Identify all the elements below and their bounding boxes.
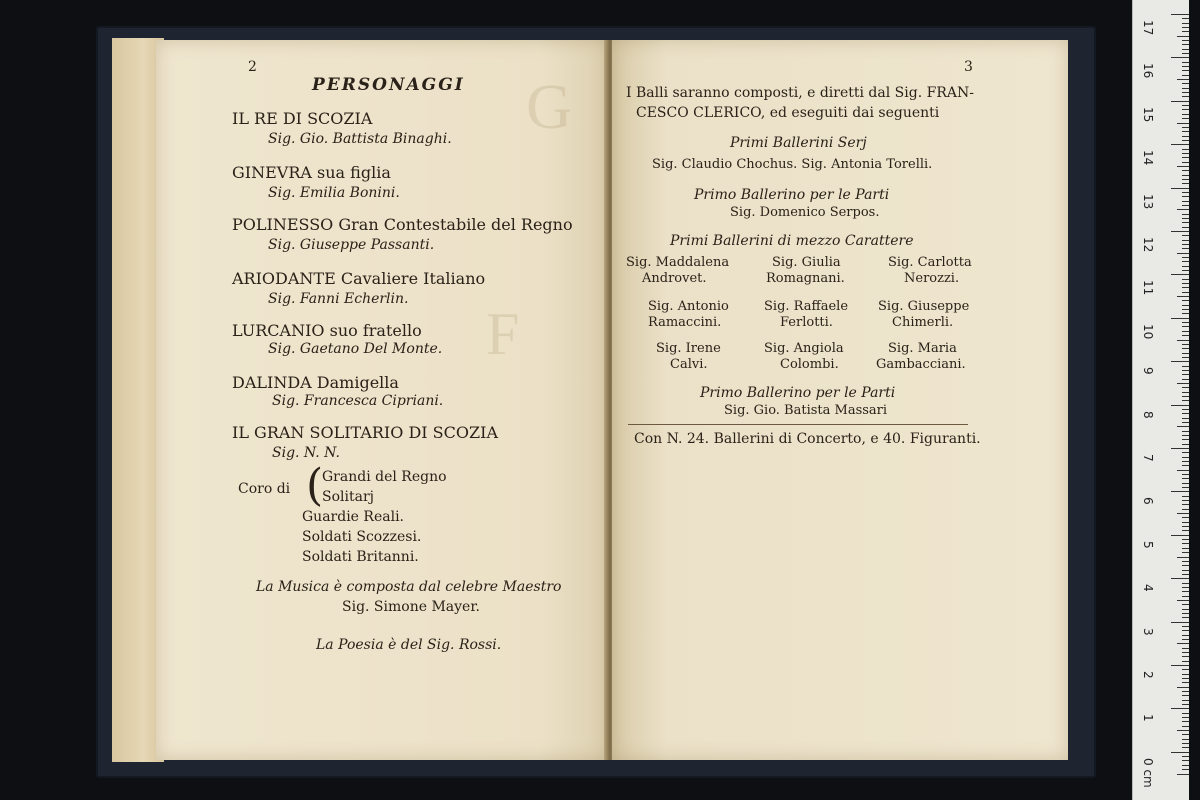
- ruler-tick: [1182, 509, 1189, 510]
- ruler-tick: [1182, 747, 1189, 748]
- ruler-tick: [1177, 296, 1189, 297]
- ruler-tick: [1182, 530, 1189, 531]
- singer-name: Sig. Giuseppe Passanti.: [268, 237, 435, 253]
- ruler-tick: [1182, 235, 1189, 236]
- ruler-tick: [1177, 123, 1189, 124]
- ruler-tick: [1182, 23, 1189, 24]
- ruler-tick: [1182, 522, 1189, 523]
- ruler-tick: [1182, 344, 1189, 345]
- ruler-tick: [1182, 526, 1189, 527]
- page-heading: PERSONAGGI: [312, 75, 465, 95]
- ruler-tick: [1177, 209, 1189, 210]
- ruler-tick: [1182, 287, 1189, 288]
- ruler-tick: [1182, 739, 1189, 740]
- ruler-tick: [1182, 561, 1189, 562]
- ruler-tick: [1177, 600, 1189, 601]
- ruler-tick: [1177, 340, 1189, 341]
- right-page: [612, 40, 1068, 760]
- dancer-last: Androvet.: [642, 271, 707, 286]
- dancer-last: Nerozzi.: [904, 271, 960, 286]
- ruler-tick: [1182, 326, 1189, 327]
- ruler-tick: [1182, 348, 1189, 349]
- ruler-tick: [1182, 691, 1189, 692]
- ruler-tick: [1182, 175, 1189, 176]
- ruler-tick: [1182, 769, 1189, 770]
- dancer-first: Sig. Maddalena: [626, 255, 730, 270]
- ballet-intro: I Balli saranno composti, e diretti dal Sig. FRAN-: [626, 85, 974, 101]
- ruler-tick: [1182, 400, 1189, 401]
- ruler-tick: [1182, 721, 1189, 722]
- singer-name: Sig. N. N.: [272, 445, 340, 461]
- dancer-last: Colombi.: [780, 357, 839, 372]
- ruler-tick: [1182, 717, 1189, 718]
- dancer-first: Sig. Irene: [656, 341, 721, 356]
- ruler-tick: [1171, 405, 1189, 406]
- ruler-tick: [1182, 170, 1189, 171]
- dancer-first: Sig. Maria: [888, 341, 957, 356]
- ruler-tick: [1182, 27, 1189, 28]
- bleed-through: G: [526, 71, 573, 142]
- ruler-tick: [1177, 79, 1189, 80]
- ruler-tick: [1182, 756, 1189, 757]
- ruler-tick: [1182, 604, 1189, 605]
- ruler-number: 3: [1141, 627, 1155, 636]
- ruler-number: 14: [1141, 150, 1155, 166]
- ruler-tick: [1182, 244, 1189, 245]
- ruler-tick: [1182, 248, 1189, 249]
- ruler-tick: [1177, 774, 1189, 775]
- ruler-tick: [1171, 448, 1189, 449]
- ruler-tick: [1182, 539, 1189, 540]
- ruler-tick: [1182, 83, 1189, 84]
- ruler-tick: [1182, 652, 1189, 653]
- ruler-tick: [1182, 283, 1189, 284]
- ensemble-note: Con N. 24. Ballerini di Concerto, e 40. Figuranti.: [634, 431, 981, 447]
- brace: (: [306, 460, 324, 511]
- ruler-tick: [1171, 57, 1189, 58]
- ruler-tick: [1182, 409, 1189, 410]
- ruler-tick: [1182, 431, 1189, 432]
- ruler-tick: [1182, 574, 1189, 575]
- ruler-tick: [1182, 49, 1189, 50]
- ruler-tick: [1171, 361, 1189, 362]
- dancer-first: Sig. Raffaele: [764, 299, 849, 314]
- ruler-tick: [1177, 730, 1189, 731]
- ruler-tick: [1171, 14, 1189, 15]
- ruler-tick: [1182, 62, 1189, 63]
- ruler-tick: [1182, 300, 1189, 301]
- ruler-tick: [1182, 609, 1189, 610]
- ruler-tick: [1182, 452, 1189, 453]
- dancer-first: Sig. Giuseppe: [878, 299, 970, 314]
- coro-item: Solitarj: [322, 489, 374, 505]
- coro-label: Coro di: [238, 481, 291, 497]
- section-title: Primi Ballerini di mezzo Carattere: [670, 233, 914, 249]
- ruler-tick: [1177, 557, 1189, 558]
- ruler-tick: [1177, 643, 1189, 644]
- dancer-last: Romagnani.: [766, 271, 845, 286]
- bleed-through: [652, 460, 992, 479]
- ruler-tick: [1182, 444, 1189, 445]
- divider: [628, 424, 968, 425]
- ruler-number: 10: [1141, 323, 1155, 340]
- singer-name: Sig. Fanni Echerlin.: [268, 291, 409, 307]
- ruler-tick: [1182, 487, 1189, 488]
- dancer-names: Sig. Claudio Chochus. Sig. Antonia Torelli.: [652, 157, 933, 172]
- ruler-tick: [1182, 713, 1189, 714]
- ruler-tick: [1177, 383, 1189, 384]
- ruler-tick: [1171, 274, 1189, 275]
- ruler-tick: [1171, 535, 1189, 536]
- ruler-number: 0 cm: [1141, 757, 1155, 788]
- ruler-tick: [1171, 101, 1189, 102]
- ruler-tick: [1182, 305, 1189, 306]
- ruler-tick: [1182, 374, 1189, 375]
- ruler-tick: [1177, 687, 1189, 688]
- ruler-number: 13: [1141, 193, 1155, 209]
- ruler-tick: [1182, 353, 1189, 354]
- ruler-tick: [1182, 196, 1189, 197]
- dancer-names: Sig. Domenico Serpos.: [730, 205, 880, 220]
- role-name: GINEVRA sua figlia: [232, 163, 391, 182]
- ruler-tick: [1177, 513, 1189, 514]
- ruler-tick: [1182, 591, 1189, 592]
- ruler-tick: [1182, 583, 1189, 584]
- composer-name: Sig. Simone Mayer.: [342, 599, 480, 615]
- ruler-tick: [1182, 309, 1189, 310]
- ruler-tick: [1182, 162, 1189, 163]
- role-name: IL RE DI SCOZIA: [232, 109, 373, 128]
- ruler-tick: [1182, 626, 1189, 627]
- ruler-tick: [1182, 418, 1189, 419]
- extra-item: Soldati Britanni.: [302, 549, 419, 565]
- ruler-tick: [1182, 517, 1189, 518]
- ruler-tick: [1182, 630, 1189, 631]
- ruler-tick: [1182, 496, 1189, 497]
- ruler-tick: [1182, 179, 1189, 180]
- ruler-number: 4: [1141, 584, 1155, 592]
- ruler-tick: [1182, 136, 1189, 137]
- ruler-tick: [1182, 669, 1189, 670]
- ruler-tick: [1182, 266, 1189, 267]
- dancer-last: Ferlotti.: [780, 315, 833, 330]
- ruler-tick: [1182, 279, 1189, 280]
- singer-name: Sig. Gaetano Del Monte.: [268, 341, 443, 357]
- ruler-tick: [1182, 639, 1189, 640]
- ruler-tick: [1182, 131, 1189, 132]
- role-name: DALINDA Damigella: [232, 373, 399, 392]
- ruler-tick: [1182, 396, 1189, 397]
- ruler-tick: [1182, 682, 1189, 683]
- bleed-through: F: [486, 301, 520, 367]
- ruler-tick: [1177, 470, 1189, 471]
- ruler-tick: [1182, 201, 1189, 202]
- ruler-tick: [1182, 674, 1189, 675]
- ruler-number: 6: [1141, 497, 1155, 506]
- ruler-tick: [1182, 205, 1189, 206]
- ruler-tick: [1182, 648, 1189, 649]
- dancer-first: Sig. Antonio: [648, 299, 729, 314]
- ruler-tick: [1182, 192, 1189, 193]
- singer-name: Sig. Gio. Battista Binaghi.: [268, 131, 452, 147]
- ruler-number: 9: [1141, 367, 1155, 375]
- ruler-tick: [1182, 370, 1189, 371]
- ruler-tick: [1182, 366, 1189, 367]
- ruler-tick: [1182, 70, 1189, 71]
- ruler-tick: [1182, 357, 1189, 358]
- ruler-tick: [1182, 379, 1189, 380]
- ruler-tick: [1182, 760, 1189, 761]
- ruler-number: 7: [1141, 454, 1155, 462]
- ruler-tick: [1182, 118, 1189, 119]
- section-title: Primi Ballerini Serj: [730, 135, 867, 151]
- ruler-tick: [1177, 253, 1189, 254]
- ruler-tick: [1171, 752, 1189, 753]
- ruler-tick: [1182, 335, 1189, 336]
- ruler-number: 16: [1141, 63, 1155, 79]
- singer-name: Sig. Francesca Cipriani.: [272, 393, 444, 409]
- ruler-tick: [1182, 435, 1189, 436]
- dancer-last: Chimerli.: [892, 315, 954, 330]
- ruler-tick: [1182, 270, 1189, 271]
- ruler-tick: [1182, 570, 1189, 571]
- ruler-tick: [1182, 240, 1189, 241]
- ruler-tick: [1182, 44, 1189, 45]
- ruler-number: 8: [1141, 410, 1155, 419]
- coro-item: Grandi del Regno: [322, 469, 447, 485]
- ruler-tick: [1182, 40, 1189, 41]
- measurement-ruler: [1132, 0, 1189, 800]
- ruler-tick: [1182, 292, 1189, 293]
- ruler-tick: [1171, 622, 1189, 623]
- extra-item: Guardie Reali.: [302, 509, 404, 525]
- ruler-tick: [1182, 661, 1189, 662]
- dancer-names: Sig. Gio. Batista Massari: [724, 403, 888, 418]
- ruler-tick: [1182, 743, 1189, 744]
- ruler-tick: [1182, 500, 1189, 501]
- ruler-tick: [1171, 578, 1189, 579]
- role-name: ARIODANTE Cavaliere Italiano: [232, 269, 486, 288]
- ruler-tick: [1182, 75, 1189, 76]
- section-title: Primo Ballerino per le Parti: [694, 187, 890, 203]
- poetry-credit: La Poesia è del Sig. Rossi.: [316, 637, 502, 653]
- ruler-tick: [1177, 166, 1189, 167]
- ruler-tick: [1182, 439, 1189, 440]
- ruler-tick: [1182, 565, 1189, 566]
- ruler-number: 2: [1141, 671, 1155, 679]
- ruler-tick: [1182, 483, 1189, 484]
- ruler-tick: [1182, 734, 1189, 735]
- left-page: [156, 40, 608, 760]
- ruler-tick: [1182, 552, 1189, 553]
- ruler-tick: [1171, 188, 1189, 189]
- ruler-tick: [1182, 587, 1189, 588]
- ruler-tick: [1182, 222, 1189, 223]
- page-number: 2: [248, 59, 257, 75]
- ruler-tick: [1182, 422, 1189, 423]
- ruler-tick: [1182, 617, 1189, 618]
- ruler-tick: [1182, 105, 1189, 106]
- dancer-last: Calvi.: [670, 357, 708, 372]
- ruler-tick: [1182, 92, 1189, 93]
- music-credit: La Musica è composta dal celebre Maestro: [256, 579, 562, 595]
- ruler-tick: [1182, 114, 1189, 115]
- ruler-tick: [1182, 596, 1189, 597]
- ruler-tick: [1182, 127, 1189, 128]
- ruler-tick: [1182, 183, 1189, 184]
- ruler-tick: [1182, 66, 1189, 67]
- ruler-tick: [1182, 613, 1189, 614]
- ruler-tick: [1182, 31, 1189, 32]
- ruler-tick: [1182, 109, 1189, 110]
- ruler-tick: [1182, 153, 1189, 154]
- ruler-tick: [1171, 665, 1189, 666]
- ruler-tick: [1182, 548, 1189, 549]
- ruler-tick: [1171, 231, 1189, 232]
- ruler-tick: [1182, 261, 1189, 262]
- ruler-tick: [1182, 461, 1189, 462]
- ruler-tick: [1171, 144, 1189, 145]
- ruler-tick: [1182, 678, 1189, 679]
- role-name: LURCANIO suo fratello: [232, 321, 422, 340]
- ruler-tick: [1182, 313, 1189, 314]
- ruler-tick: [1182, 474, 1189, 475]
- extra-item: Soldati Scozzesi.: [302, 529, 422, 545]
- ruler-tick: [1182, 257, 1189, 258]
- ruler-number: 1: [1141, 714, 1155, 723]
- ruler-tick: [1182, 457, 1189, 458]
- ruler-tick: [1182, 214, 1189, 215]
- ruler-tick: [1182, 387, 1189, 388]
- dancer-last: Gambacciani.: [876, 357, 966, 372]
- ruler-number: 5: [1141, 540, 1155, 549]
- ruler-number: 11: [1141, 280, 1155, 296]
- ruler-tick: [1177, 36, 1189, 37]
- ruler-tick: [1182, 656, 1189, 657]
- ruler-tick: [1182, 53, 1189, 54]
- ruler-tick: [1171, 318, 1189, 319]
- ruler-tick: [1182, 149, 1189, 150]
- ruler-tick: [1171, 708, 1189, 709]
- ruler-number: 15: [1141, 106, 1155, 123]
- section-title: Primo Ballerino per le Parti: [700, 385, 896, 401]
- ruler-tick: [1182, 700, 1189, 701]
- singer-name: Sig. Emilia Bonini.: [268, 185, 400, 201]
- ruler-tick: [1182, 218, 1189, 219]
- ruler-number: 12: [1141, 237, 1155, 253]
- role-name: IL GRAN SOLITARIO DI SCOZIA: [232, 423, 498, 442]
- dancer-last: Ramaccini.: [648, 315, 722, 330]
- ruler-tick: [1182, 635, 1189, 636]
- page-number: 3: [964, 59, 973, 75]
- ruler-tick: [1182, 140, 1189, 141]
- ruler-tick: [1177, 426, 1189, 427]
- dancer-first: Sig. Carlotta: [888, 255, 972, 270]
- role-name: POLINESSO Gran Contestabile del Regno: [232, 215, 573, 234]
- ruler-number: 17: [1141, 20, 1155, 36]
- ruler-tick: [1182, 413, 1189, 414]
- ruler-tick: [1182, 157, 1189, 158]
- ruler-tick: [1182, 88, 1189, 89]
- ruler-tick: [1171, 491, 1189, 492]
- ruler-tick: [1182, 704, 1189, 705]
- ruler-tick: [1182, 227, 1189, 228]
- ruler-tick: [1182, 695, 1189, 696]
- ruler-tick: [1182, 726, 1189, 727]
- ruler-tick: [1182, 96, 1189, 97]
- ballet-intro: CESCO CLERICO, ed eseguiti dai seguenti: [636, 105, 940, 121]
- ruler-tick: [1182, 478, 1189, 479]
- ruler-tick: [1182, 392, 1189, 393]
- ruler-tick: [1182, 504, 1189, 505]
- ruler-tick: [1182, 18, 1189, 19]
- ruler-tick: [1182, 465, 1189, 466]
- ruler-tick: [1182, 322, 1189, 323]
- ruler-tick: [1182, 331, 1189, 332]
- dancer-first: Sig. Giulia: [772, 255, 841, 270]
- ruler-tick: [1182, 765, 1189, 766]
- ruler-tick: [1182, 543, 1189, 544]
- dancer-first: Sig. Angiola: [764, 341, 844, 356]
